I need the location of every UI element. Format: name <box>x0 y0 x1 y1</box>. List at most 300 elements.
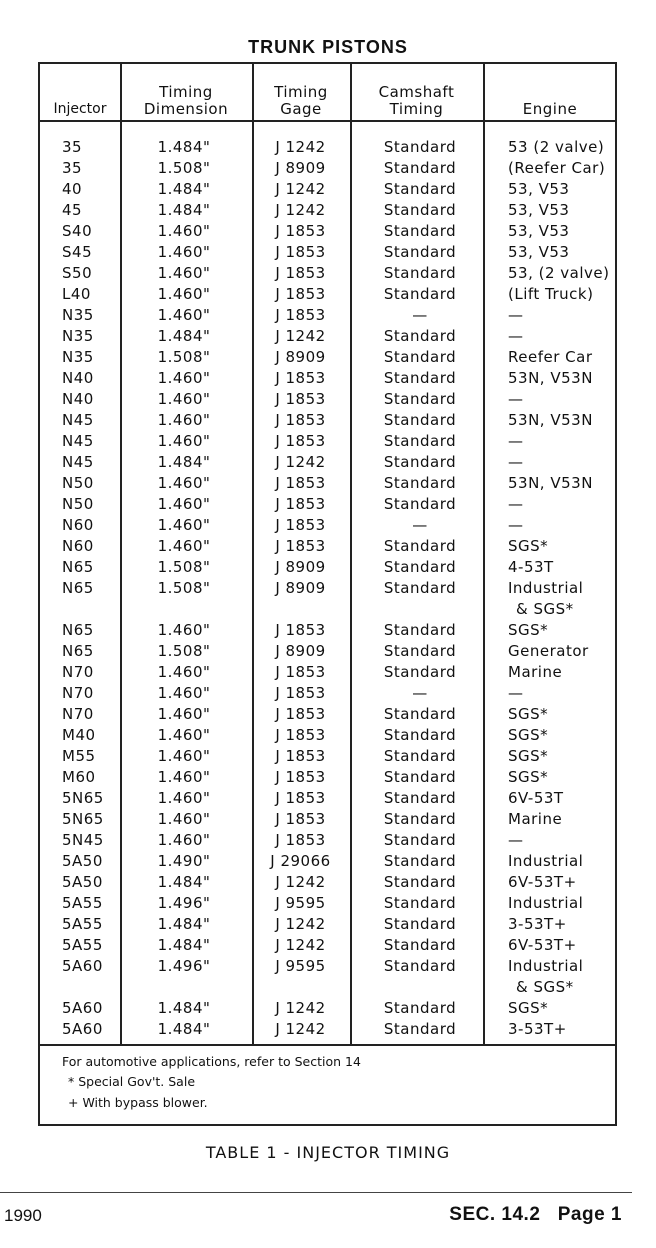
injector-cell: 35 <box>62 159 83 177</box>
engine-line: — <box>508 831 524 849</box>
table-row <box>40 746 615 767</box>
timing-gage-cell: J 8909 <box>275 159 326 177</box>
header-engine: Engine <box>522 100 578 118</box>
table-row <box>40 473 615 494</box>
engine-cell <box>508 851 620 872</box>
table-row <box>40 578 615 620</box>
engine-cell <box>508 347 620 368</box>
table-row <box>40 368 615 389</box>
timing-gage-cell: J 8909 <box>275 348 326 366</box>
engine-cell <box>508 179 620 200</box>
timing-dimension-cell: 1.484" <box>157 453 211 471</box>
engine-cell <box>508 809 620 830</box>
engine-cell <box>508 137 620 158</box>
timing-gage-cell: J 1853 <box>275 474 326 492</box>
table-row <box>40 830 615 851</box>
engine-line: SGS* <box>508 705 549 723</box>
timing-gage-cell: J 29066 <box>270 852 331 870</box>
injector-cell: N35 <box>62 348 94 366</box>
timing-dimension-cell: 1.460" <box>157 537 211 555</box>
camshaft-timing-cell: Standard <box>383 663 457 681</box>
engine-cell <box>508 284 620 305</box>
engine-cell <box>508 935 620 956</box>
engine-line: & SGS* <box>516 978 574 996</box>
engine-line: 6V-53T <box>508 789 564 807</box>
engine-line: 53N, V53N <box>508 369 593 387</box>
injector-cell: N50 <box>62 495 94 513</box>
table-row <box>40 179 615 200</box>
injector-cell: 5A55 <box>62 936 103 954</box>
engine-line: Generator <box>508 642 589 660</box>
header-divider <box>40 120 615 122</box>
engine-line: 53, V53 <box>508 222 570 240</box>
engine-cell <box>508 998 620 1019</box>
timing-gage-cell: J 1853 <box>275 369 326 387</box>
table-row <box>40 410 615 431</box>
engine-cell <box>508 662 620 683</box>
engine-cell <box>508 746 620 767</box>
camshaft-timing-cell: Standard <box>383 495 457 513</box>
footer-year: 1990 <box>4 1206 42 1225</box>
timing-gage-cell: J 1242 <box>275 327 326 345</box>
timing-dimension-cell: 1.460" <box>157 768 211 786</box>
timing-gage-cell: J 1853 <box>275 684 326 702</box>
timing-dimension-cell: 1.460" <box>157 390 211 408</box>
engine-cell <box>508 536 620 557</box>
timing-gage-cell: J 1242 <box>275 936 326 954</box>
camshaft-timing-cell: Standard <box>383 726 457 744</box>
engine-line: 53, V53 <box>508 180 570 198</box>
injector-cell: M55 <box>62 747 96 765</box>
camshaft-timing-cell: Standard <box>383 936 457 954</box>
notes-divider <box>40 1044 615 1046</box>
timing-gage-cell: J 1853 <box>275 411 326 429</box>
timing-gage-cell: J 8909 <box>275 579 326 597</box>
table-row <box>40 515 615 536</box>
camshaft-timing-cell: Standard <box>383 873 457 891</box>
injector-cell: N65 <box>62 558 94 576</box>
timing-dimension-cell: 1.508" <box>157 558 211 576</box>
camshaft-timing-cell: Standard <box>383 201 457 219</box>
engine-line: Industrial <box>508 894 584 912</box>
table-row <box>40 536 615 557</box>
timing-gage-cell: J 1853 <box>275 285 326 303</box>
injector-cell: 5N65 <box>62 789 104 807</box>
timing-gage-cell: J 1242 <box>275 201 326 219</box>
engine-cell <box>508 263 620 284</box>
timing-gage-cell: J 1853 <box>275 705 326 723</box>
injector-cell: N70 <box>62 663 94 681</box>
injector-cell: N60 <box>62 537 94 555</box>
engine-line: 6V-53T+ <box>508 873 577 891</box>
injector-cell: S45 <box>62 243 93 261</box>
footer-rule <box>0 1192 632 1193</box>
engine-cell <box>508 956 620 998</box>
timing-gage-cell: J 1853 <box>275 621 326 639</box>
timing-dimension-cell: 1.460" <box>157 663 211 681</box>
injector-cell: N35 <box>62 306 94 324</box>
camshaft-timing-cell: Standard <box>383 138 457 156</box>
injector-cell: M60 <box>62 768 96 786</box>
camshaft-timing-cell: Standard <box>383 831 457 849</box>
table-row <box>40 452 615 473</box>
engine-cell <box>508 578 620 620</box>
camshaft-timing-cell: — <box>412 306 428 324</box>
engine-line: 53, (2 valve) <box>508 264 610 282</box>
engine-cell <box>508 368 620 389</box>
camshaft-timing-cell: Standard <box>383 747 457 765</box>
engine-cell <box>508 305 620 326</box>
timing-dimension-cell: 1.460" <box>157 369 211 387</box>
engine-cell <box>508 494 620 515</box>
table-row <box>40 158 615 179</box>
injector-cell: N40 <box>62 390 94 408</box>
timing-gage-cell: J 1853 <box>275 831 326 849</box>
timing-dimension-cell: 1.460" <box>157 474 211 492</box>
injector-cell: 45 <box>62 201 83 219</box>
timing-dimension-cell: 1.484" <box>157 327 211 345</box>
injector-cell: N35 <box>62 327 94 345</box>
timing-dimension-cell: 1.484" <box>157 201 211 219</box>
camshaft-timing-cell: Standard <box>383 264 457 282</box>
timing-dimension-cell: 1.460" <box>157 411 211 429</box>
timing-dimension-cell: 1.484" <box>157 138 211 156</box>
timing-dimension-cell: 1.460" <box>157 516 211 534</box>
engine-line: Industrial <box>508 579 584 597</box>
timing-dimension-cell: 1.460" <box>157 810 211 828</box>
camshaft-timing-cell: Standard <box>383 243 457 261</box>
injector-cell: 5N65 <box>62 810 104 828</box>
timing-dimension-cell: 1.484" <box>157 999 211 1017</box>
timing-gage-cell: J 1242 <box>275 180 326 198</box>
camshaft-timing-cell: Standard <box>383 642 457 660</box>
injector-cell: N65 <box>62 621 94 639</box>
note-special-sale: * Special Gov't. Sale <box>68 1074 196 1089</box>
timing-dimension-cell: 1.496" <box>157 894 211 912</box>
timing-dimension-cell: 1.460" <box>157 306 211 324</box>
engine-cell <box>508 893 620 914</box>
table-row <box>40 767 615 788</box>
engine-cell <box>508 704 620 725</box>
table-row <box>40 494 615 515</box>
table-caption: TABLE 1 - INJECTOR TIMING <box>205 1143 451 1162</box>
table-row <box>40 1019 615 1040</box>
engine-line: 4-53T <box>508 558 554 576</box>
header-timing-dimension: Timing Dimension <box>143 83 229 118</box>
injector-cell: 5A60 <box>62 1020 103 1038</box>
engine-line: SGS* <box>508 999 549 1017</box>
injector-cell: 5A55 <box>62 894 103 912</box>
injector-cell: L40 <box>62 285 91 303</box>
table-row <box>40 662 615 683</box>
camshaft-timing-cell: Standard <box>383 705 457 723</box>
timing-dimension-cell: 1.460" <box>157 684 211 702</box>
timing-gage-cell: J 1242 <box>275 1020 326 1038</box>
engine-line: — <box>508 306 524 324</box>
table-row <box>40 683 615 704</box>
timing-dimension-cell: 1.460" <box>157 621 211 639</box>
injector-cell: 40 <box>62 180 83 198</box>
table-body <box>40 137 615 1040</box>
engine-line: 53N, V53N <box>508 411 593 429</box>
table-row <box>40 221 615 242</box>
camshaft-timing-cell: Standard <box>383 789 457 807</box>
table-row <box>40 935 615 956</box>
engine-cell <box>508 557 620 578</box>
injector-cell: 5A60 <box>62 999 103 1017</box>
table-row <box>40 389 615 410</box>
timing-gage-cell: J 1853 <box>275 222 326 240</box>
engine-line: — <box>508 390 524 408</box>
engine-cell <box>508 452 620 473</box>
timing-dimension-cell: 1.460" <box>157 285 211 303</box>
engine-line: (Reefer Car) <box>508 159 606 177</box>
timing-gage-cell: J 1242 <box>275 453 326 471</box>
timing-dimension-cell: 1.508" <box>157 348 211 366</box>
camshaft-timing-cell: Standard <box>383 915 457 933</box>
injector-cell: N50 <box>62 474 94 492</box>
timing-gage-cell: J 1242 <box>275 915 326 933</box>
engine-line: 53 (2 valve) <box>508 138 605 156</box>
camshaft-timing-cell: Standard <box>383 180 457 198</box>
footer-section-page: SEC. 14.2 Page 1 <box>449 1204 622 1225</box>
timing-dimension-cell: 1.460" <box>157 705 211 723</box>
table-row <box>40 809 615 830</box>
injector-cell: 5A50 <box>62 873 103 891</box>
camshaft-timing-cell: Standard <box>383 348 457 366</box>
table-row <box>40 641 615 662</box>
note-bypass-blower: + With bypass blower. <box>68 1095 208 1110</box>
table-row <box>40 893 615 914</box>
camshaft-timing-cell: Standard <box>383 453 457 471</box>
timing-dimension-cell: 1.484" <box>157 936 211 954</box>
engine-cell <box>508 641 620 662</box>
timing-gage-cell: J 1853 <box>275 537 326 555</box>
camshaft-timing-cell: Standard <box>383 222 457 240</box>
timing-dimension-cell: 1.508" <box>157 579 211 597</box>
timing-gage-cell: J 1853 <box>275 768 326 786</box>
camshaft-timing-cell: Standard <box>383 852 457 870</box>
camshaft-timing-cell: Standard <box>383 999 457 1017</box>
camshaft-timing-cell: Standard <box>383 159 457 177</box>
timing-gage-cell: J 8909 <box>275 558 326 576</box>
timing-dimension-cell: 1.460" <box>157 726 211 744</box>
engine-line: — <box>508 327 524 345</box>
engine-line: SGS* <box>508 537 549 555</box>
timing-dimension-cell: 1.484" <box>157 1020 211 1038</box>
timing-gage-cell: J 1853 <box>275 726 326 744</box>
engine-cell <box>508 200 620 221</box>
engine-line: 6V-53T+ <box>508 936 577 954</box>
camshaft-timing-cell: Standard <box>383 369 457 387</box>
engine-cell <box>508 767 620 788</box>
timing-gage-cell: J 1242 <box>275 138 326 156</box>
timing-gage-cell: J 1853 <box>275 747 326 765</box>
timing-gage-cell: J 1853 <box>275 495 326 513</box>
camshaft-timing-cell: — <box>412 516 428 534</box>
engine-cell <box>508 620 620 641</box>
camshaft-timing-cell: Standard <box>383 327 457 345</box>
engine-line: 53, V53 <box>508 243 570 261</box>
engine-cell <box>508 473 620 494</box>
engine-cell <box>508 725 620 746</box>
timing-dimension-cell: 1.484" <box>157 180 211 198</box>
engine-cell <box>508 158 620 179</box>
injector-cell: N65 <box>62 579 94 597</box>
engine-line: Marine <box>508 663 563 681</box>
engine-line: Marine <box>508 810 563 828</box>
table-row <box>40 431 615 452</box>
engine-line: SGS* <box>508 747 549 765</box>
header-timing-gage: Timing Gage <box>274 83 328 118</box>
camshaft-timing-cell: Standard <box>383 285 457 303</box>
timing-dimension-cell: 1.460" <box>157 789 211 807</box>
injector-cell: 5A60 <box>62 957 103 975</box>
engine-cell <box>508 914 620 935</box>
engine-cell <box>508 242 620 263</box>
timing-gage-cell: J 1853 <box>275 663 326 681</box>
injector-cell: N65 <box>62 642 94 660</box>
camshaft-timing-cell: Standard <box>383 558 457 576</box>
table-row <box>40 326 615 347</box>
timing-dimension-cell: 1.496" <box>157 957 211 975</box>
engine-cell <box>508 221 620 242</box>
timing-gage-cell: J 9595 <box>275 894 326 912</box>
engine-line: (Lift Truck) <box>508 285 594 303</box>
engine-cell <box>508 1019 620 1040</box>
injector-cell: 5A50 <box>62 852 103 870</box>
engine-line: 3-53T+ <box>508 915 567 933</box>
injector-cell: S50 <box>62 264 93 282</box>
injector-cell: N45 <box>62 411 94 429</box>
table-row <box>40 788 615 809</box>
table-row <box>40 200 615 221</box>
injector-cell: N60 <box>62 516 94 534</box>
timing-gage-cell: J 9595 <box>275 957 326 975</box>
camshaft-timing-cell: Standard <box>383 390 457 408</box>
header-camshaft-timing: Camshaft Timing <box>378 83 455 118</box>
camshaft-timing-cell: Standard <box>383 810 457 828</box>
injector-cell: M40 <box>62 726 96 744</box>
engine-line: 53N, V53N <box>508 474 593 492</box>
camshaft-timing-cell: Standard <box>383 432 457 450</box>
header-injector: Injector <box>53 101 107 117</box>
timing-gage-cell: J 1853 <box>275 516 326 534</box>
table-row <box>40 242 615 263</box>
table-row <box>40 914 615 935</box>
engine-line: — <box>508 432 524 450</box>
timing-dimension-cell: 1.460" <box>157 222 211 240</box>
engine-line: — <box>508 516 524 534</box>
camshaft-timing-cell: Standard <box>383 537 457 555</box>
camshaft-timing-cell: Standard <box>383 957 457 975</box>
timing-dimension-cell: 1.490" <box>157 852 211 870</box>
table-row <box>40 998 615 1019</box>
camshaft-timing-cell: Standard <box>383 1020 457 1038</box>
table-row <box>40 872 615 893</box>
engine-line: — <box>508 453 524 471</box>
engine-line: SGS* <box>508 621 549 639</box>
camshaft-timing-cell: Standard <box>383 474 457 492</box>
engine-line: SGS* <box>508 768 549 786</box>
engine-line: Reefer Car <box>508 348 593 366</box>
timing-dimension-cell: 1.460" <box>157 432 211 450</box>
camshaft-timing-cell: — <box>412 684 428 702</box>
engine-line: 3-53T+ <box>508 1020 567 1038</box>
timing-gage-cell: J 8909 <box>275 642 326 660</box>
engine-line: & SGS* <box>516 600 574 618</box>
engine-cell <box>508 683 620 704</box>
injector-cell: N70 <box>62 684 94 702</box>
timing-gage-cell: J 1242 <box>275 873 326 891</box>
table-row <box>40 557 615 578</box>
camshaft-timing-cell: Standard <box>383 411 457 429</box>
table-row <box>40 263 615 284</box>
engine-cell <box>508 389 620 410</box>
timing-gage-cell: J 1853 <box>275 306 326 324</box>
timing-gage-cell: J 1853 <box>275 789 326 807</box>
camshaft-timing-cell: Standard <box>383 768 457 786</box>
engine-line: Industrial <box>508 852 584 870</box>
engine-cell <box>508 326 620 347</box>
camshaft-timing-cell: Standard <box>383 579 457 597</box>
injector-cell: N70 <box>62 705 94 723</box>
timing-dimension-cell: 1.508" <box>157 159 211 177</box>
engine-line: SGS* <box>508 726 549 744</box>
timing-gage-cell: J 1853 <box>275 264 326 282</box>
injector-timing-table <box>38 62 617 1126</box>
table-row <box>40 137 615 158</box>
injector-cell: 5A55 <box>62 915 103 933</box>
engine-line: Industrial <box>508 957 584 975</box>
injector-cell: N45 <box>62 432 94 450</box>
camshaft-timing-cell: Standard <box>383 894 457 912</box>
timing-dimension-cell: 1.484" <box>157 915 211 933</box>
table-row <box>40 620 615 641</box>
engine-cell <box>508 830 620 851</box>
timing-gage-cell: J 1853 <box>275 390 326 408</box>
injector-cell: N45 <box>62 453 94 471</box>
camshaft-timing-cell: Standard <box>383 621 457 639</box>
table-row <box>40 704 615 725</box>
timing-gage-cell: J 1853 <box>275 810 326 828</box>
engine-line: 53, V53 <box>508 201 570 219</box>
engine-line: — <box>508 684 524 702</box>
timing-dimension-cell: 1.460" <box>157 831 211 849</box>
engine-cell <box>508 788 620 809</box>
injector-cell: N40 <box>62 369 94 387</box>
injector-cell: S40 <box>62 222 93 240</box>
engine-line: — <box>508 495 524 513</box>
timing-dimension-cell: 1.508" <box>157 642 211 660</box>
timing-gage-cell: J 1242 <box>275 999 326 1017</box>
engine-cell <box>508 515 620 536</box>
timing-dimension-cell: 1.460" <box>157 495 211 513</box>
engine-cell <box>508 431 620 452</box>
note-automotive: For automotive applications, refer to Section 14 <box>62 1054 361 1069</box>
table-heading: TRUNK PISTONS <box>248 37 408 57</box>
timing-gage-cell: J 1853 <box>275 432 326 450</box>
injector-cell: 35 <box>62 138 83 156</box>
table-row <box>40 956 615 998</box>
engine-cell <box>508 872 620 893</box>
timing-gage-cell: J 1853 <box>275 243 326 261</box>
injector-cell: 5N45 <box>62 831 104 849</box>
timing-dimension-cell: 1.460" <box>157 243 211 261</box>
table-row <box>40 725 615 746</box>
timing-dimension-cell: 1.460" <box>157 747 211 765</box>
table-row <box>40 347 615 368</box>
